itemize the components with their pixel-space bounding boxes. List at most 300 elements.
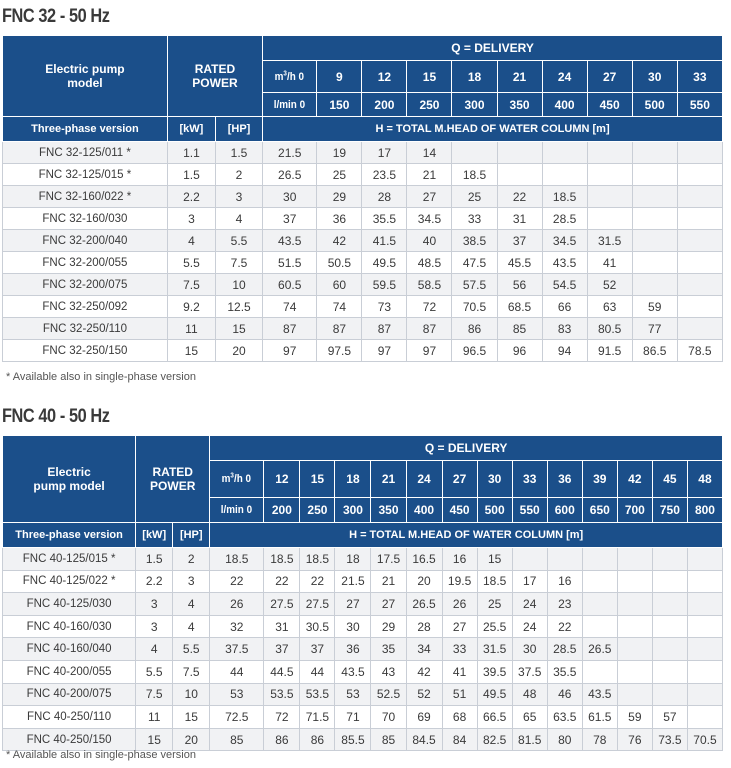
head-cell: 18.5 bbox=[264, 548, 300, 571]
head-cell: 72 bbox=[264, 706, 300, 729]
head-cell: 36 bbox=[317, 208, 362, 230]
table-row bbox=[3, 296, 723, 318]
head-cell: 87 bbox=[263, 318, 317, 340]
head-cell: 47.5 bbox=[452, 252, 497, 274]
head-cell: 30 bbox=[335, 615, 371, 638]
m3h-value: 36 bbox=[547, 461, 582, 498]
m3h-value: 15 bbox=[300, 461, 335, 498]
head-cell: 66.5 bbox=[477, 706, 512, 729]
m3h-value: 9 bbox=[317, 61, 362, 93]
head-cell: 22 bbox=[264, 570, 300, 593]
m3h-value: 39 bbox=[582, 461, 617, 498]
head-cell: 53.5 bbox=[300, 683, 335, 706]
hp-cell: 1.5 bbox=[215, 142, 262, 164]
head-cell: 86 bbox=[452, 318, 497, 340]
model-cell: FNC 32-200/055 bbox=[3, 252, 168, 274]
model-header: Electric pump model bbox=[3, 36, 168, 117]
head-cell: 22 bbox=[547, 615, 582, 638]
lmin-value: 250 bbox=[300, 498, 335, 523]
kw-cell: 5.5 bbox=[136, 660, 173, 683]
head-cell: 61.5 bbox=[582, 706, 617, 729]
head-cell bbox=[632, 230, 677, 252]
table-row bbox=[3, 615, 723, 638]
footnote: * Available also in single-phase version bbox=[6, 371, 196, 383]
model-cell: FNC 32-200/075 bbox=[3, 274, 168, 296]
head-cell: 35.5 bbox=[362, 208, 407, 230]
model-cell: FNC 32-250/110 bbox=[3, 318, 168, 340]
head-cell: 81.5 bbox=[512, 728, 547, 751]
head-cell: 17 bbox=[362, 142, 407, 164]
head-cell bbox=[632, 252, 677, 274]
head-cell: 96.5 bbox=[452, 340, 497, 362]
table-row bbox=[3, 548, 723, 571]
table-row bbox=[3, 593, 723, 616]
head-cell: 59.5 bbox=[362, 274, 407, 296]
head-cell bbox=[452, 142, 497, 164]
hp-cell: 10 bbox=[173, 683, 210, 706]
lmin-value: 500 bbox=[632, 93, 677, 117]
kw-cell: 1.1 bbox=[167, 142, 215, 164]
m3h-value: 21 bbox=[371, 461, 406, 498]
head-cell bbox=[652, 548, 687, 571]
hp-cell: 7.5 bbox=[173, 660, 210, 683]
lmin-value: 800 bbox=[687, 498, 722, 523]
head-cell: 33 bbox=[442, 638, 477, 661]
head-cell: 78.5 bbox=[677, 340, 722, 362]
head-cell bbox=[582, 593, 617, 616]
head-cell: 73.5 bbox=[652, 728, 687, 751]
head-cell: 37 bbox=[300, 638, 335, 661]
pump-performance-table bbox=[2, 435, 723, 751]
head-cell bbox=[632, 208, 677, 230]
head-cell: 41 bbox=[442, 660, 477, 683]
model-cell: FNC 40-200/055 bbox=[3, 660, 136, 683]
head-cell: 82.5 bbox=[477, 728, 512, 751]
lmin-value: 550 bbox=[512, 498, 547, 523]
hp-cell: 3 bbox=[173, 570, 210, 593]
hp-cell: 4 bbox=[173, 593, 210, 616]
head-cell: 16 bbox=[547, 570, 582, 593]
hp-header: [HP] bbox=[215, 117, 262, 142]
head-cell: 19.5 bbox=[442, 570, 477, 593]
m3h-value: 12 bbox=[362, 61, 407, 93]
model-cell: FNC 40-250/110 bbox=[3, 706, 136, 729]
table-row bbox=[3, 340, 723, 362]
head-cell bbox=[632, 186, 677, 208]
head-cell: 29 bbox=[317, 186, 362, 208]
head-cell bbox=[677, 252, 722, 274]
m3h-value: 27 bbox=[587, 61, 632, 93]
head-cell bbox=[582, 570, 617, 593]
head-cell bbox=[617, 593, 652, 616]
m3h-label-text: $m^3/h$ 0 bbox=[275, 69, 305, 83]
head-cell: 71 bbox=[335, 706, 371, 729]
head-cell: 84 bbox=[442, 728, 477, 751]
lmin-value: 550 bbox=[677, 93, 722, 117]
lmin-value: 250 bbox=[407, 93, 452, 117]
kw-cell: 4 bbox=[136, 638, 173, 661]
model-cell: FNC 40-125/022 * bbox=[3, 570, 136, 593]
model-cell: FNC 40-125/030 bbox=[3, 593, 136, 616]
head-cell: 41.5 bbox=[362, 230, 407, 252]
head-cell: 50.5 bbox=[317, 252, 362, 274]
head-cell bbox=[687, 706, 722, 729]
head-cell: 85 bbox=[371, 728, 406, 751]
head-cell: 34.5 bbox=[542, 230, 587, 252]
model-cell: FNC 32-250/092 bbox=[3, 296, 168, 318]
head-cell: 35.5 bbox=[547, 660, 582, 683]
head-cell bbox=[632, 164, 677, 186]
kw-cell: 2.2 bbox=[167, 186, 215, 208]
m3h-value: 21 bbox=[497, 61, 542, 93]
head-cell: 86 bbox=[300, 728, 335, 751]
head-cell: 18.5 bbox=[452, 164, 497, 186]
m3h-value: 15 bbox=[407, 61, 452, 93]
head-cell bbox=[687, 660, 722, 683]
head-cell: 42 bbox=[317, 230, 362, 252]
model-header: Electric pump model bbox=[3, 436, 136, 523]
head-cell: 86 bbox=[264, 728, 300, 751]
head-cell bbox=[617, 683, 652, 706]
head-cell: 41 bbox=[587, 252, 632, 274]
head-cell: 40 bbox=[407, 230, 452, 252]
hp-cell: 7.5 bbox=[215, 252, 262, 274]
model-cell: FNC 32-250/150 bbox=[3, 340, 168, 362]
table-row bbox=[3, 230, 723, 252]
lmin-value: 450 bbox=[442, 498, 477, 523]
head-cell: 72.5 bbox=[210, 706, 264, 729]
lmin-label-text: l/min 0 bbox=[274, 98, 306, 111]
head-header: H = TOTAL M.HEAD OF WATER COLUMN [m] bbox=[210, 523, 723, 548]
lmin-value: 300 bbox=[335, 498, 371, 523]
head-cell bbox=[542, 142, 587, 164]
head-cell: 31.5 bbox=[587, 230, 632, 252]
m3h-value: 24 bbox=[406, 461, 442, 498]
head-cell: 21 bbox=[371, 570, 406, 593]
head-cell: 36 bbox=[335, 638, 371, 661]
head-cell: 17 bbox=[512, 570, 547, 593]
hp-cell: 20 bbox=[173, 728, 210, 751]
head-cell: 51.5 bbox=[263, 252, 317, 274]
head-cell: 87 bbox=[362, 318, 407, 340]
head-cell: 31.5 bbox=[477, 638, 512, 661]
head-cell: 68.5 bbox=[497, 296, 542, 318]
head-cell: 21.5 bbox=[263, 142, 317, 164]
head-cell bbox=[617, 615, 652, 638]
head-cell: 27 bbox=[371, 593, 406, 616]
head-cell: 26.5 bbox=[406, 593, 442, 616]
m3h-label bbox=[210, 461, 264, 498]
head-cell: 27 bbox=[442, 615, 477, 638]
m3h-value: 12 bbox=[264, 461, 300, 498]
head-cell: 84.5 bbox=[406, 728, 442, 751]
head-cell: 29 bbox=[371, 615, 406, 638]
head-cell: 21 bbox=[407, 164, 452, 186]
head-cell: 85.5 bbox=[335, 728, 371, 751]
head-cell bbox=[497, 164, 542, 186]
m3h-value: 30 bbox=[632, 61, 677, 93]
head-cell: 18.5 bbox=[477, 570, 512, 593]
head-cell: 94 bbox=[542, 340, 587, 362]
m3h-value: 33 bbox=[512, 461, 547, 498]
hp-cell: 15 bbox=[173, 706, 210, 729]
m3h-value: 42 bbox=[617, 461, 652, 498]
head-cell: 87 bbox=[407, 318, 452, 340]
kw-cell: 11 bbox=[167, 318, 215, 340]
kw-header: [kW] bbox=[167, 117, 215, 142]
head-cell: 34 bbox=[406, 638, 442, 661]
head-cell: 43 bbox=[371, 660, 406, 683]
rated-power-header: RATED POWER bbox=[136, 436, 210, 523]
head-cell: 35 bbox=[371, 638, 406, 661]
table-row bbox=[3, 208, 723, 230]
head-cell: 30 bbox=[512, 638, 547, 661]
model-cell: FNC 40-200/075 bbox=[3, 683, 136, 706]
head-cell bbox=[652, 660, 687, 683]
head-cell: 22 bbox=[300, 570, 335, 593]
head-cell bbox=[512, 548, 547, 571]
hp-cell: 5.5 bbox=[215, 230, 262, 252]
head-cell: 22 bbox=[497, 186, 542, 208]
head-cell: 30 bbox=[263, 186, 317, 208]
head-cell: 37 bbox=[263, 208, 317, 230]
head-cell: 18.5 bbox=[210, 548, 264, 571]
head-cell bbox=[542, 164, 587, 186]
head-cell bbox=[617, 570, 652, 593]
table-title: FNC 32 - 50 Hz bbox=[2, 6, 110, 27]
m3h-value: 24 bbox=[542, 61, 587, 93]
head-cell: 34.5 bbox=[407, 208, 452, 230]
head-cell: 15 bbox=[477, 548, 512, 571]
head-cell: 53 bbox=[210, 683, 264, 706]
head-cell: 28 bbox=[362, 186, 407, 208]
head-cell: 53 bbox=[335, 683, 371, 706]
head-cell bbox=[582, 548, 617, 571]
kw-cell: 1.5 bbox=[136, 548, 173, 571]
head-cell: 30.5 bbox=[300, 615, 335, 638]
head-cell bbox=[652, 615, 687, 638]
head-cell: 37.5 bbox=[512, 660, 547, 683]
kw-cell: 15 bbox=[136, 728, 173, 751]
head-cell: 23.5 bbox=[362, 164, 407, 186]
table-row bbox=[3, 318, 723, 340]
m3h-value: 18 bbox=[452, 61, 497, 93]
head-cell: 87 bbox=[317, 318, 362, 340]
head-cell: 80.5 bbox=[587, 318, 632, 340]
head-cell: 49.5 bbox=[477, 683, 512, 706]
head-cell bbox=[652, 570, 687, 593]
head-cell bbox=[677, 186, 722, 208]
head-cell: 58.5 bbox=[407, 274, 452, 296]
head-cell: 96 bbox=[497, 340, 542, 362]
head-cell: 31 bbox=[497, 208, 542, 230]
hp-cell: 4 bbox=[215, 208, 262, 230]
kw-cell: 11 bbox=[136, 706, 173, 729]
table-row bbox=[3, 683, 723, 706]
head-cell: 76 bbox=[617, 728, 652, 751]
table-title: FNC 40 - 50 Hz bbox=[2, 406, 110, 427]
head-cell: 68 bbox=[442, 706, 477, 729]
head-cell: 37 bbox=[264, 638, 300, 661]
head-cell: 39.5 bbox=[477, 660, 512, 683]
head-cell: 45.5 bbox=[497, 252, 542, 274]
model-cell: FNC 32-160/022 * bbox=[3, 186, 168, 208]
head-cell: 20 bbox=[406, 570, 442, 593]
head-cell: 16.5 bbox=[406, 548, 442, 571]
head-cell: 26.5 bbox=[582, 638, 617, 661]
head-cell: 26 bbox=[442, 593, 477, 616]
head-cell: 70 bbox=[371, 706, 406, 729]
m3h-value: 30 bbox=[477, 461, 512, 498]
head-cell: 43.5 bbox=[542, 252, 587, 274]
head-cell: 86.5 bbox=[632, 340, 677, 362]
head-cell: 22 bbox=[210, 570, 264, 593]
head-cell: 32 bbox=[210, 615, 264, 638]
kw-cell: 3 bbox=[136, 593, 173, 616]
hp-cell: 5.5 bbox=[173, 638, 210, 661]
rated-power-header: RATED POWER bbox=[167, 36, 262, 117]
lmin-value: 350 bbox=[371, 498, 406, 523]
head-cell bbox=[652, 638, 687, 661]
lmin-label bbox=[210, 498, 264, 523]
lmin-value: 600 bbox=[547, 498, 582, 523]
kw-cell: 1.5 bbox=[167, 164, 215, 186]
head-cell: 31 bbox=[264, 615, 300, 638]
head-cell bbox=[617, 548, 652, 571]
head-cell bbox=[687, 638, 722, 661]
three-phase-header: Three-phase version bbox=[3, 117, 168, 142]
head-cell bbox=[587, 164, 632, 186]
head-cell bbox=[687, 683, 722, 706]
kw-cell: 3 bbox=[167, 208, 215, 230]
head-cell: 43.5 bbox=[263, 230, 317, 252]
head-cell bbox=[652, 593, 687, 616]
head-cell: 65 bbox=[512, 706, 547, 729]
head-cell: 59 bbox=[617, 706, 652, 729]
head-cell: 56 bbox=[497, 274, 542, 296]
pump-performance-table bbox=[2, 35, 723, 362]
lmin-value: 750 bbox=[652, 498, 687, 523]
kw-cell: 3 bbox=[136, 615, 173, 638]
head-cell bbox=[547, 548, 582, 571]
lmin-value: 350 bbox=[497, 93, 542, 117]
head-cell: 83 bbox=[542, 318, 587, 340]
head-cell: 25 bbox=[477, 593, 512, 616]
table-row bbox=[3, 274, 723, 296]
hp-cell: 2 bbox=[215, 164, 262, 186]
m3h-label bbox=[263, 61, 317, 93]
table-row bbox=[3, 570, 723, 593]
lmin-value: 400 bbox=[542, 93, 587, 117]
head-cell: 59 bbox=[632, 296, 677, 318]
head-cell: 43.5 bbox=[335, 660, 371, 683]
head-cell bbox=[582, 660, 617, 683]
head-cell bbox=[677, 164, 722, 186]
head-cell: 51 bbox=[442, 683, 477, 706]
head-cell: 16 bbox=[442, 548, 477, 571]
hp-cell: 12.5 bbox=[215, 296, 262, 318]
lmin-value: 300 bbox=[452, 93, 497, 117]
head-cell: 49.5 bbox=[362, 252, 407, 274]
head-cell: 77 bbox=[632, 318, 677, 340]
head-cell: 52 bbox=[587, 274, 632, 296]
lmin-value: 500 bbox=[477, 498, 512, 523]
head-cell: 63.5 bbox=[547, 706, 582, 729]
head-cell: 27.5 bbox=[300, 593, 335, 616]
head-cell bbox=[617, 660, 652, 683]
lmin-value: 200 bbox=[362, 93, 407, 117]
head-cell bbox=[587, 208, 632, 230]
head-cell: 48.5 bbox=[407, 252, 452, 274]
kw-cell: 15 bbox=[167, 340, 215, 362]
head-cell bbox=[677, 142, 722, 164]
head-cell: 18.5 bbox=[300, 548, 335, 571]
model-cell: FNC 32-125/011 * bbox=[3, 142, 168, 164]
footnote: * Available also in single-phase version bbox=[6, 749, 196, 761]
head-cell bbox=[632, 274, 677, 296]
head-cell: 44 bbox=[300, 660, 335, 683]
table-row bbox=[3, 186, 723, 208]
head-cell: 27.5 bbox=[264, 593, 300, 616]
head-cell: 33 bbox=[452, 208, 497, 230]
table-row bbox=[3, 142, 723, 164]
head-cell bbox=[632, 142, 677, 164]
head-cell: 37 bbox=[497, 230, 542, 252]
head-cell bbox=[677, 296, 722, 318]
table-row bbox=[3, 728, 723, 751]
hp-header: [HP] bbox=[173, 523, 210, 548]
head-cell: 38.5 bbox=[452, 230, 497, 252]
table-row bbox=[3, 706, 723, 729]
kw-cell: 7.5 bbox=[167, 274, 215, 296]
hp-cell: 3 bbox=[215, 186, 262, 208]
head-cell: 18 bbox=[335, 548, 371, 571]
m3h-value: 18 bbox=[335, 461, 371, 498]
head-cell: 85 bbox=[210, 728, 264, 751]
head-cell bbox=[687, 570, 722, 593]
head-cell bbox=[677, 318, 722, 340]
lmin-value: 450 bbox=[587, 93, 632, 117]
head-cell bbox=[687, 548, 722, 571]
head-cell: 73 bbox=[362, 296, 407, 318]
kw-cell: 4 bbox=[167, 230, 215, 252]
head-cell: 80 bbox=[547, 728, 582, 751]
m3h-value: 33 bbox=[677, 61, 722, 93]
model-cell: FNC 40-160/040 bbox=[3, 638, 136, 661]
head-cell: 70.5 bbox=[452, 296, 497, 318]
head-cell: 53.5 bbox=[264, 683, 300, 706]
lmin-label-text: l/min 0 bbox=[221, 504, 253, 516]
hp-cell: 4 bbox=[173, 615, 210, 638]
lmin-value: 200 bbox=[264, 498, 300, 523]
table-row bbox=[3, 660, 723, 683]
head-header: H = TOTAL M.HEAD OF WATER COLUMN [m] bbox=[263, 117, 723, 142]
head-cell: 66 bbox=[542, 296, 587, 318]
head-cell: 25 bbox=[317, 164, 362, 186]
head-cell: 43.5 bbox=[582, 683, 617, 706]
head-cell bbox=[497, 142, 542, 164]
model-cell: FNC 40-250/150 bbox=[3, 728, 136, 751]
head-cell: 72 bbox=[407, 296, 452, 318]
head-cell: 17.5 bbox=[371, 548, 406, 571]
kw-cell: 7.5 bbox=[136, 683, 173, 706]
head-cell: 19 bbox=[317, 142, 362, 164]
head-cell: 42 bbox=[406, 660, 442, 683]
model-cell: FNC 32-125/015 * bbox=[3, 164, 168, 186]
head-cell bbox=[687, 593, 722, 616]
lmin-value: 650 bbox=[582, 498, 617, 523]
head-cell: 57 bbox=[652, 706, 687, 729]
